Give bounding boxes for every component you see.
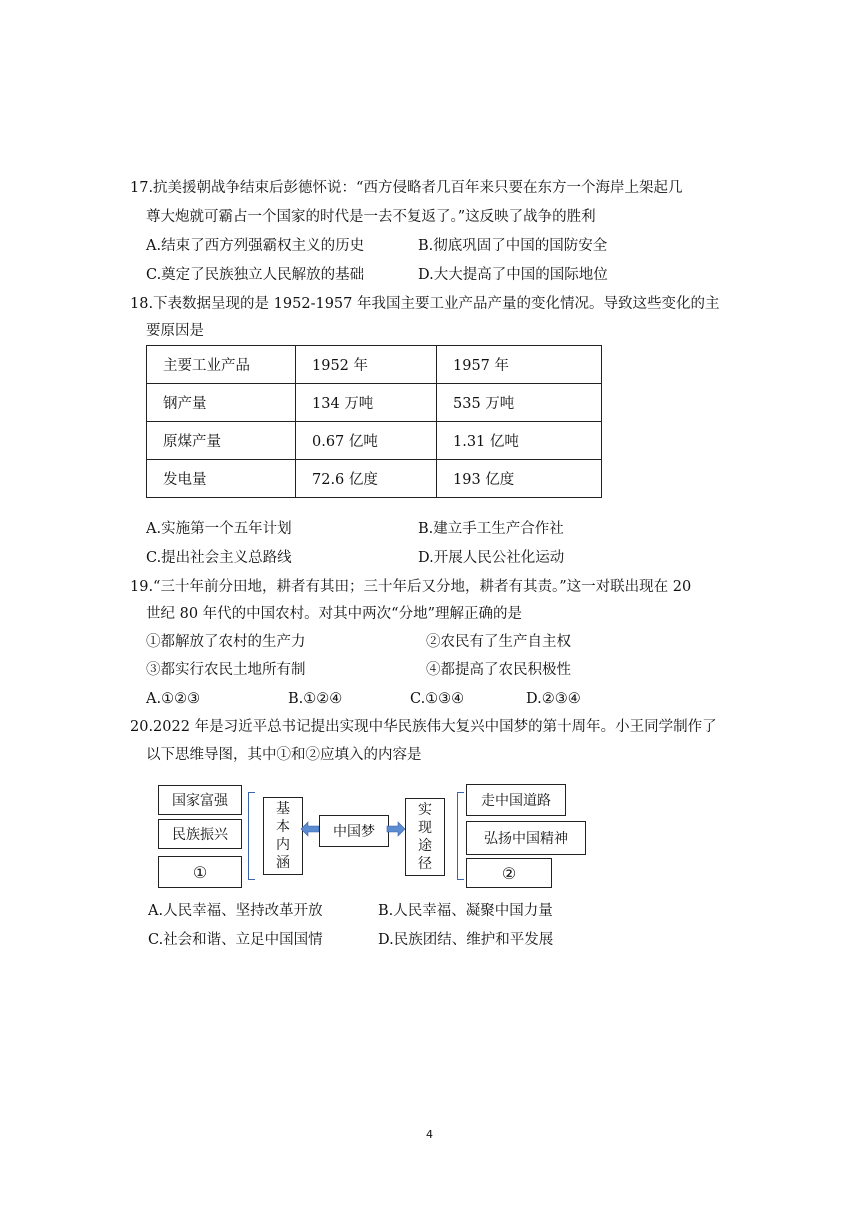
q18-option-a: A.实施第一个五年计划 — [146, 521, 292, 537]
table-row — [147, 422, 602, 460]
q17-option-a: A.结束了西方列强霸权主义的历史 — [146, 238, 365, 254]
table-header-cell: 1957 年 — [437, 346, 602, 384]
q17-option-c: C.奠定了民族独立人民解放的基础 — [146, 267, 365, 283]
q17-stem-line2: 尊大炮就可霸占一个国家的时代是一去不复返了。”这反映了战争的胜利 — [146, 209, 596, 225]
table-cell: 535 万吨 — [437, 384, 602, 422]
basic-connotation-label — [263, 797, 303, 875]
q17-option-d: D.大大提高了中国的国际地位 — [418, 267, 608, 283]
left-brace — [248, 792, 255, 880]
q19-statement-1: ①都解放了农村的生产力 — [146, 634, 306, 650]
production-table — [146, 345, 602, 498]
table-cell: 1.31 亿吨 — [437, 422, 602, 460]
q18-option-d: D.开展人民公社化运动 — [418, 550, 565, 566]
table-cell: 钢产量 — [147, 384, 296, 422]
page-number: 4 — [426, 1128, 433, 1141]
label-char: 途 — [418, 838, 432, 854]
q18-option-c: C.提出社会主义总路线 — [146, 550, 292, 566]
label-char: 径 — [418, 856, 432, 872]
q20-stem-line2: 以下思维导图，其中①和②应填入的内容是 — [146, 747, 422, 763]
table-header-cell: 1952 年 — [296, 346, 437, 384]
table-cell: 0.67 亿吨 — [296, 422, 437, 460]
right-arrow-icon — [386, 819, 406, 839]
right-item-chinese-spirit: 弘扬中国精神 — [466, 821, 586, 855]
right-item-chinese-path: 走中国道路 — [466, 784, 566, 816]
q19-option-a: A.①②③ — [146, 691, 201, 707]
q19-option-b: B.①②④ — [288, 691, 343, 707]
realization-path-label — [405, 798, 445, 876]
q20-option-a: A.人民幸福、坚持改革开放 — [148, 903, 323, 919]
q20-stem-line1: 20.2022 年是习近平总书记提出实现中华民族伟大复兴中国梦的第十周年。小王同学制作了 — [130, 719, 717, 735]
label-char: 内 — [276, 837, 290, 853]
label-char: 现 — [418, 820, 432, 836]
table-cell: 原煤产量 — [147, 422, 296, 460]
q19-statement-2: ②农民有了生产自主权 — [426, 634, 571, 650]
table-cell: 193 亿度 — [437, 460, 602, 498]
q19-stem-line1: 19.“三十年前分田地，耕者有其田；三十年后又分地，耕者有其责。”这一对联出现在 20 — [130, 579, 692, 595]
q18-stem-line2: 要原因是 — [146, 323, 204, 339]
q20-option-b: B.人民幸福、凝聚中国力量 — [378, 903, 553, 919]
label-char: 基 — [276, 801, 290, 817]
right-item-blank-2: ② — [466, 858, 552, 888]
q19-option-d: D.②③④ — [526, 691, 581, 707]
right-brace — [457, 792, 464, 880]
table-header-row — [147, 346, 602, 384]
q17-option-b: B.彻底巩固了中国的国防安全 — [418, 238, 608, 254]
chinese-dream-box: 中国梦 — [319, 815, 389, 847]
left-item-national-prosperity: 国家富强 — [158, 785, 242, 815]
q19-option-c: C.①③④ — [410, 691, 465, 707]
left-item-national-rejuvenation: 民族振兴 — [158, 819, 242, 849]
left-arrow-icon — [300, 819, 320, 839]
left-item-blank-1: ① — [158, 856, 242, 888]
q18-stem-line1: 18.下表数据呈现的是 1952-1957 年我国主要工业产品产量的变化情况。导致这些变化的主 — [130, 296, 720, 312]
q18-option-b: B.建立手工生产合作社 — [418, 521, 564, 537]
label-char: 涵 — [276, 855, 290, 871]
label-char: 本 — [276, 819, 290, 835]
label-char: 实 — [418, 802, 432, 818]
q19-statement-3: ③都实行农民土地所有制 — [146, 662, 306, 678]
table-cell: 发电量 — [147, 460, 296, 498]
table-header-cell: 主要工业产品 — [147, 346, 296, 384]
table-cell: 72.6 亿度 — [296, 460, 437, 498]
table-row — [147, 460, 602, 498]
table-cell: 134 万吨 — [296, 384, 437, 422]
q17-stem-line1: 17.抗美援朝战争结束后彭德怀说：“西方侵略者几百年来只要在东方一个海岸上架起几 — [130, 180, 683, 196]
q19-statement-4: ④都提高了农民积极性 — [426, 662, 571, 678]
q19-stem-line2: 世纪 80 年代的中国农村。对其中两次“分地”理解正确的是 — [146, 606, 522, 622]
q20-option-d: D.民族团结、维护和平发展 — [378, 932, 554, 948]
q20-option-c: C.社会和谐、立足中国国情 — [148, 932, 323, 948]
table-row — [147, 384, 602, 422]
